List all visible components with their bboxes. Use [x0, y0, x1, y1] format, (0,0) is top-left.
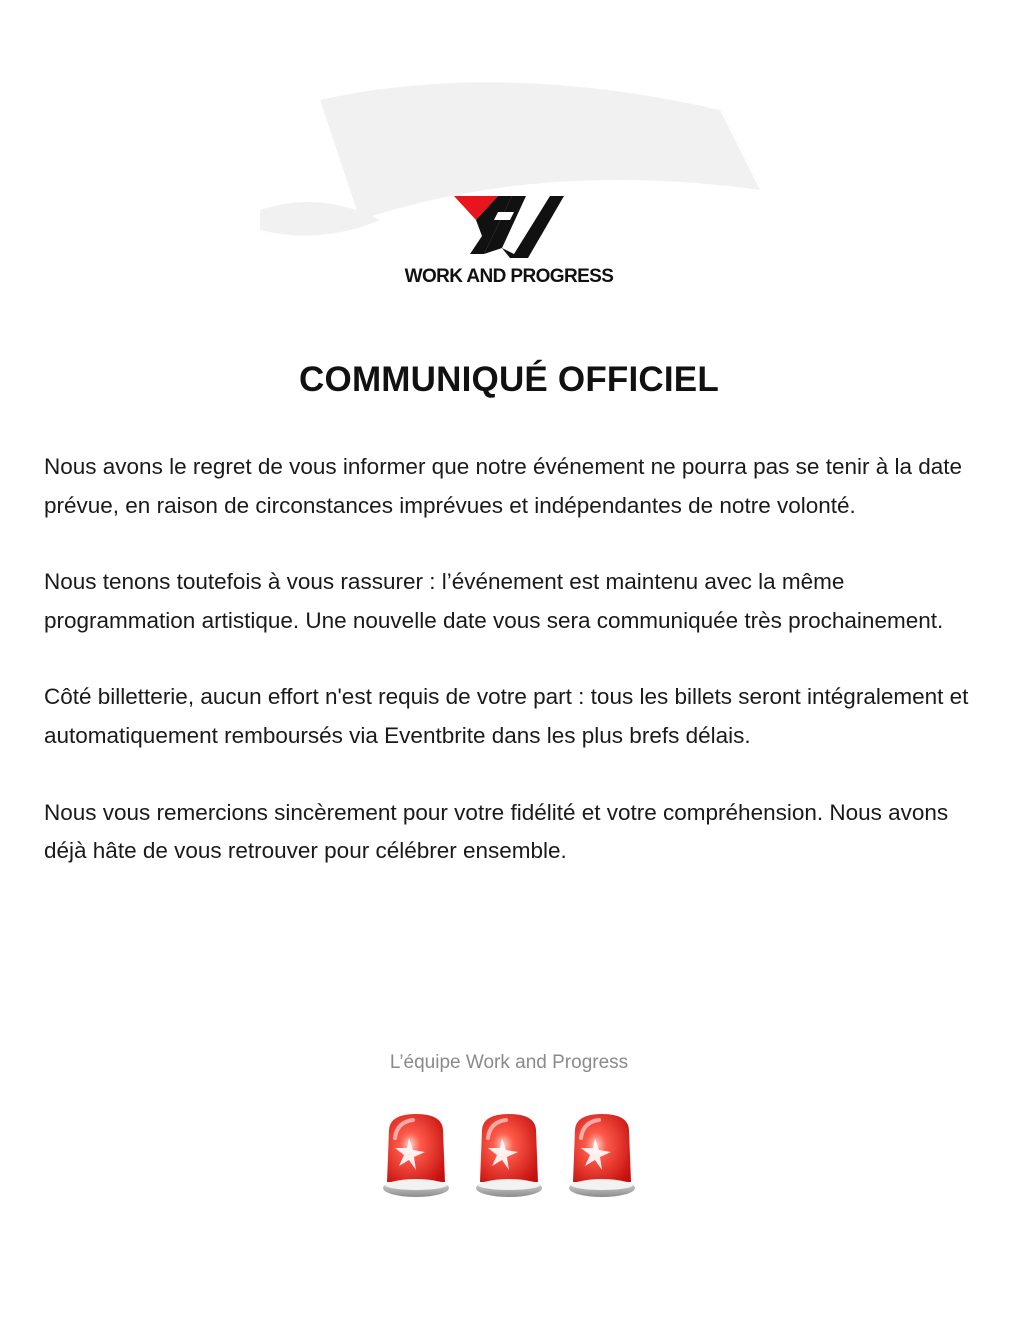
w-logo-icon [454, 192, 564, 264]
page-title: COMMUNIQUÉ OFFICIEL [299, 360, 719, 399]
announcement-body [44, 448, 994, 909]
brand-name: WORK AND PROGRESS [404, 266, 614, 287]
signature: L’équipe Work and Progress [389, 1052, 629, 1073]
paragraph: Côté billetterie, aucun effort n'est requis de votre part : tous les billets seront intégralement et automatiquement remboursés via Eventbrite dans les plus brefs délais. [44, 684, 969, 748]
police-siren-icon [567, 1108, 637, 1204]
paragraph: Nous avons le regret de vous informer que notre événement ne pourra pas se tenir à la date prévue, en raison de circonstances imprévues et indépendantes de notre volonté. [44, 454, 963, 518]
siren-row [0, 1108, 1018, 1204]
police-siren-icon [474, 1108, 544, 1204]
police-siren-icon [381, 1108, 451, 1204]
brand-logo [0, 192, 1018, 288]
paragraph: Nous vous remercions sincèrement pour votre fidélité et votre compréhension. Nous avons déjà hâte de vous retrouver pour célébrer ensemble. [44, 799, 949, 864]
paragraph: Nous tenons toutefois à vous rassurer : l’événement est maintenu avec la même programmation artistique. Une nouvelle date vous sera communiquée très prochainement. [44, 569, 944, 633]
